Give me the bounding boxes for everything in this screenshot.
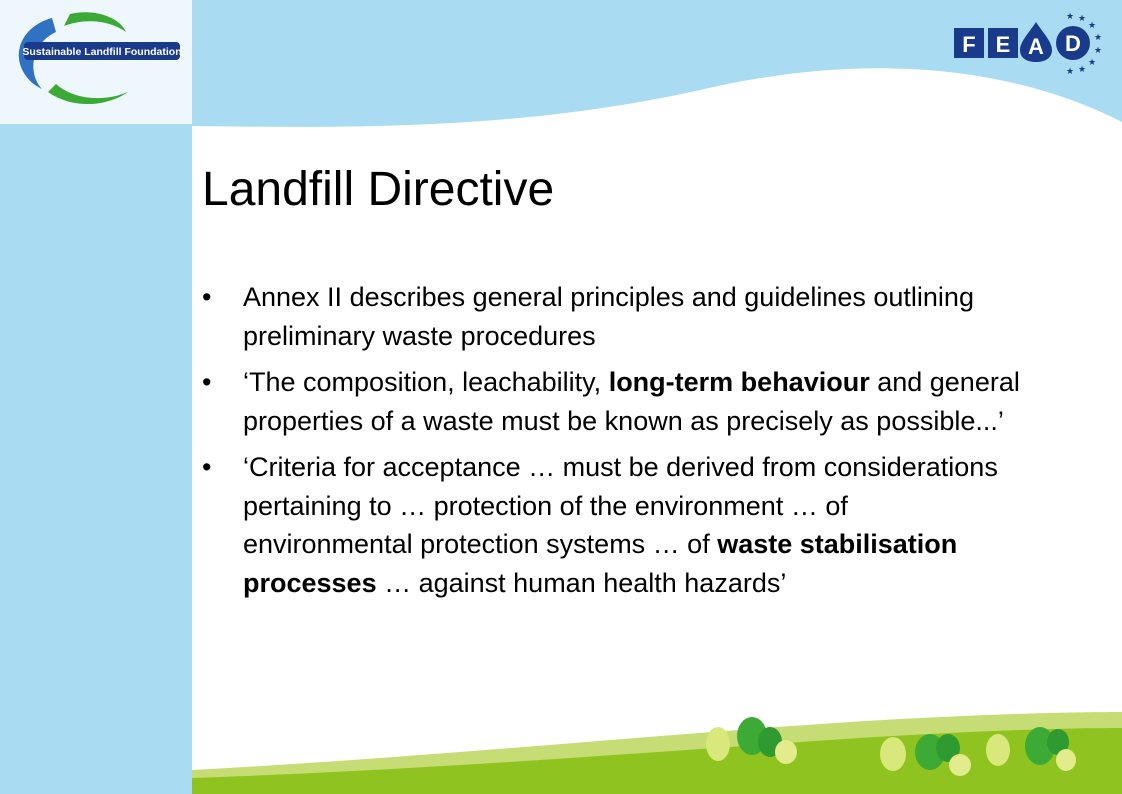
svg-text:★: ★: [1094, 46, 1103, 56]
logo-arc-green: [64, 12, 126, 32]
logo-text: Sustainable Landfill Foundation: [22, 46, 182, 58]
bullet-mark: •: [202, 282, 212, 312]
fead-letter-d: D: [1065, 31, 1081, 56]
svg-text:★: ★: [1088, 21, 1097, 31]
bullet-text: ‘The composition, leachability,: [243, 367, 609, 397]
fead-letter-e: E: [995, 32, 1011, 57]
svg-text:★: ★: [1094, 33, 1103, 43]
bullet-text: ‘Criteria for acceptance … must be derived from considerations pertaining to … protection of the environment … of environmental protection systems … of: [243, 452, 998, 559]
bullet-item: [202, 363, 1022, 440]
bullet-item: [202, 278, 1022, 355]
svg-text:★: ★: [1066, 67, 1075, 76]
svg-text:★: ★: [1078, 14, 1087, 24]
bullet-emphasis: waste stabilisation processes: [243, 529, 958, 598]
bullet-text: and general properties of a waste must be known as precisely as possible...’: [243, 367, 1020, 436]
svg-text:★: ★: [1078, 65, 1087, 75]
bullet-list: [202, 278, 1022, 610]
bullet-emphasis: long-term behaviour: [608, 367, 870, 397]
bullet-mark: •: [202, 452, 212, 482]
svg-text:★: ★: [1088, 58, 1097, 68]
logo-arc-green-bottom: [48, 84, 128, 104]
fead-letter-f: F: [962, 32, 976, 57]
slide-title: Landfill Directive: [202, 163, 555, 216]
bullet-text: Annex II describes general principles and guidelines outlining preliminary waste procedures: [243, 282, 974, 351]
bullet-item: [202, 448, 1022, 602]
fead-logo: [948, 10, 1108, 76]
fead-letter-a: A: [1028, 34, 1044, 59]
bullet-mark: •: [202, 367, 212, 397]
svg-text:★: ★: [1066, 12, 1075, 22]
sustainable-landfill-foundation-logo: [8, 10, 184, 110]
bullet-text: … against human health hazards’: [376, 567, 787, 598]
